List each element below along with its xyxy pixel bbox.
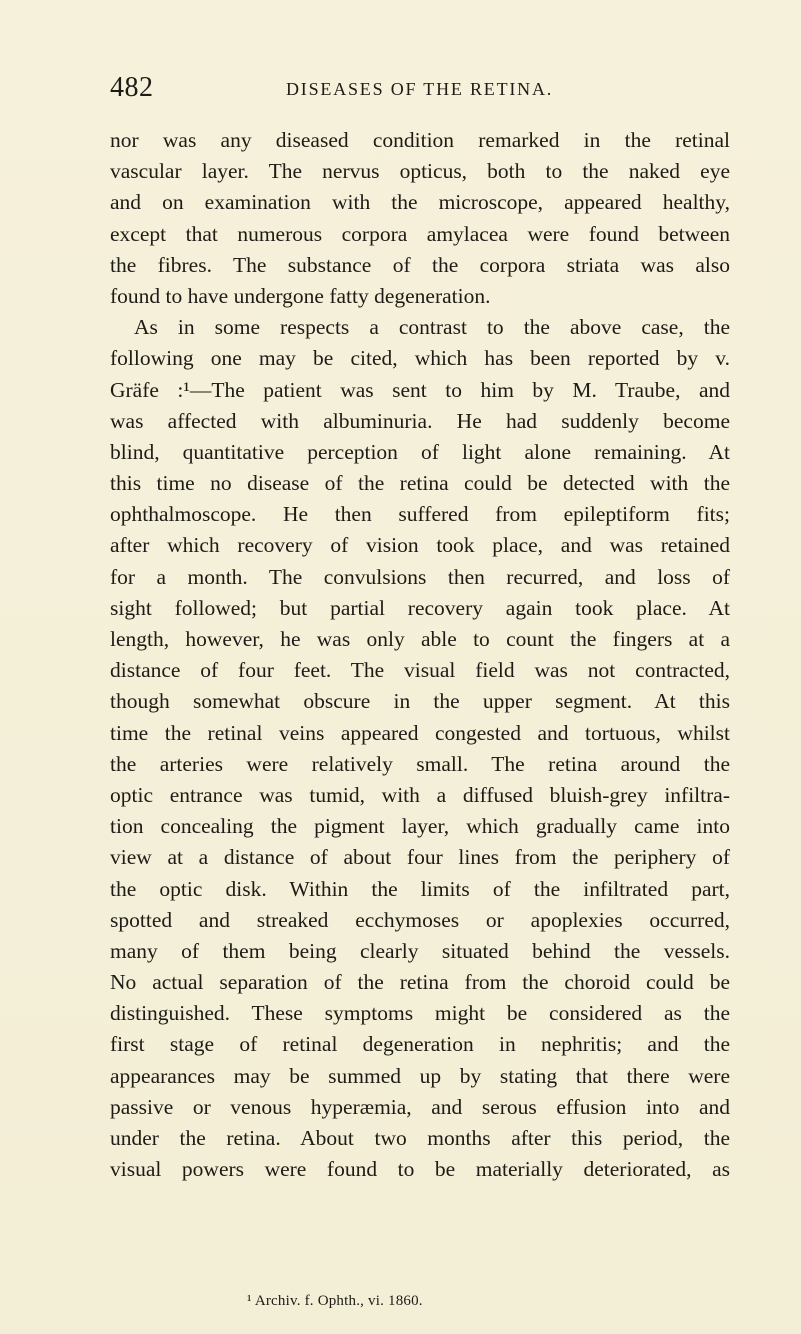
text-line: and on examination with the microscope, appeared healthy, [110, 190, 730, 215]
text-line: optic entrance was tumid, with a diffused bluish-grey infiltra- [110, 782, 730, 807]
body-text [110, 125, 730, 1185]
text-line: the fibres. The substance of the corpora striata was also [110, 252, 730, 277]
text-line: sight followed; but partial recovery again took place. At [110, 595, 730, 620]
text-line: visual powers were found to be materially deteriorated, as [110, 1157, 730, 1182]
text-line: though somewhat obscure in the upper segment. At this [110, 689, 730, 714]
paragraph-start-line: As in some respects a contrast to the above case, the [134, 315, 730, 340]
text-line: vascular layer. The nervus opticus, both to the naked eye [110, 159, 730, 184]
text-line-with-footnote-ref: Gräfe :¹—The patient was sent to him by M. Traube, and [110, 377, 730, 402]
text-line: No actual separation of the retina from the choroid could be [110, 970, 730, 995]
running-head: DISEASES OF THE RETINA. [286, 79, 554, 99]
footnote: ¹ Archiv. f. Ophth., vi. 1860. [247, 1293, 423, 1309]
page-number: 482 [110, 72, 154, 103]
text-line: passive or venous hyperæmia, and serous effusion into and [110, 1094, 730, 1119]
text-line: after which recovery of vision took place, and was retained [110, 533, 730, 558]
text-line: found to have undergone fatty degeneration. [110, 283, 491, 308]
text-line: ophthalmoscope. He then suffered from epileptiform fits; [110, 502, 730, 527]
text-line: length, however, he was only able to count the fingers at a [110, 627, 730, 651]
text-line: first stage of retinal degeneration in nephritis; and the [110, 1032, 730, 1057]
text-line: view at a distance of about four lines from the periphery of [110, 845, 730, 870]
text-line: for a month. The convulsions then recurred, and loss of [110, 564, 730, 589]
text-line: under the retina. About two months after this period, the [110, 1126, 730, 1150]
text-line: following one may be cited, which has been reported by v. [110, 346, 730, 371]
text-line: time the retinal veins appeared congested and tortuous, whilst [110, 720, 730, 745]
text-line: many of them being clearly situated behind the vessels. [110, 938, 730, 963]
text-line: except that numerous corpora amylacea were found between [110, 221, 730, 246]
page-header [110, 74, 730, 108]
text-line: appearances may be summed up by stating that there were [110, 1063, 730, 1088]
text-line: the arteries were relatively small. The retina around the [110, 751, 730, 776]
text-line: was affected with albuminuria. He had suddenly become [110, 408, 730, 433]
text-line: spotted and streaked ecchymoses or apoplexies occurred, [110, 907, 730, 932]
text-line: distinguished. These symptoms might be considered as the [110, 1001, 730, 1026]
text-line: distance of four feet. The visual field was not contracted, [110, 658, 730, 683]
text-line: this time no disease of the retina could be detected with the [110, 471, 730, 496]
text-line: tion concealing the pigment layer, which gradually came into [110, 814, 730, 839]
text-line: the optic disk. Within the limits of the infiltrated part, [110, 876, 730, 901]
text-line: nor was any diseased condition remarked in the retinal [110, 128, 730, 152]
text-line: blind, quantitative perception of light alone remaining. At [110, 439, 730, 464]
